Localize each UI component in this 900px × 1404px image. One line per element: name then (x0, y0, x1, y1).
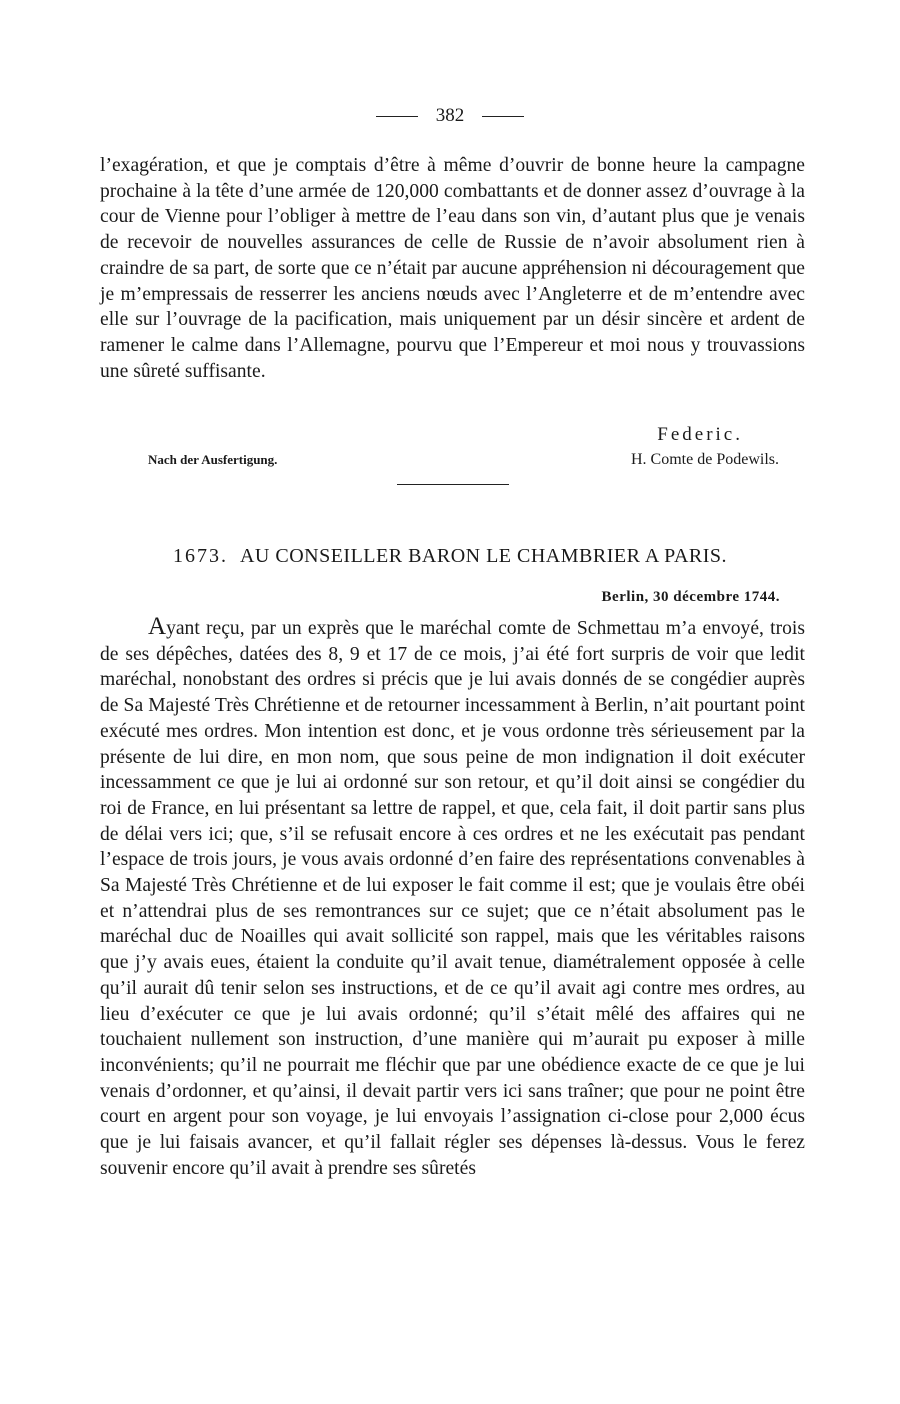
drop-cap: A (148, 613, 167, 640)
letter-body (100, 614, 805, 1181)
signer-first: Federic. (657, 424, 743, 445)
continuation-text: l’exagération, et que je comptais d’être à même d’ouvrir de bonne heure la campagne prochaine à la tête d’une armée de 120,000 combattants et de donner assez d’ouvrage à la cour de Vienne pour l’obliger à mettre de l’eau dans son vin, d’autant plus que je venais de recevoir de nouvelles assurances de celle de Russie de n’avoir absolument rien à craindre de sa part, de sorte que ce n’était par aucune appréhension ni découragement que je m’empressais de resserrer les anciens nœuds avec l’Angleterre et de m’entendre avec elle sur l’ouvrage de la pacification, mais uniquement par un désir sincère et ardent de ramener le calme dans l’Allemagne, pourvu que l’Empereur et moi nous y trouvassions une sûreté suffisante. (100, 155, 805, 382)
signature-block (100, 424, 805, 474)
header-dash-left (376, 116, 418, 117)
continuation-paragraph (100, 153, 805, 384)
source-note: Nach der Ausfertigung. (148, 452, 278, 467)
page-number: 382 (435, 105, 465, 126)
letter-heading (0, 545, 900, 568)
signer-second: H. Comte de Podewils. (631, 451, 779, 468)
letter-dateline: Berlin, 30 décembre 1744. (601, 589, 780, 605)
header-dash-right (482, 116, 524, 117)
page-header (0, 104, 900, 128)
letter-title: AU CONSEILLER BARON LE CHAMBRIER A PARIS. (239, 545, 728, 567)
letter-paragraph (100, 614, 805, 1181)
section-separator (397, 484, 509, 485)
letter-body-text: yant reçu, par un exprès que le maréchal comte de Schmettau m’a envoyé, trois de ses dépêches, datées des 8, 9 et 17 de ce mois, j’ai été fort surpris de voir que ledit maréchal, nonobstant des ordres si précis que je lui avais donnés de se congédier auprès de Sa Majesté Très Chrétienne et de retourner incessamment à Berlin, n’ait pourtant point exécuté mes ordres. Mon intention est donc, et je vous ordonne très sérieusement par la présente de lui dire, en mon nom, que sous peine de mon indignation il doit exécuter incessamment ce que je lui ai ordonné sur son retour, et qu’il doit ainsi se congédier du roi de France, en lui présentant sa lettre de rappel, et que, cela fait, il doit partir sans plus de délai vers ici; que, s’il se refusait encore à ces ordres et ne les exécutait pas pendant l’espace de trois jours, je vous avais ordonné d’en faire des représentations convenables à Sa Majesté Très Chrétienne et de lui exposer le fait comme il est; que je voulais être obéi et n’attendrai plus de ses remontrances sur ce sujet; que ce n’était absolument pas le maréchal duc de Noailles qui avait sollicité son rappel, mais que les véritables raisons que j’y avais eues, étaient la conduite qu’il avait tenue, diamétralement opposée à celle qu’il aurait dû tenir selon ses instructions, et de ce qu’il avait agi contre mes ordres, au lieu d’exécuter ce que je lui avais ordonné; qu’il s’était mêlé des affaires qui ne touchaient nullement son instruction, d’une manière qui m’aurait pu exposer à mille inconvénients; qu’il ne pourrait me fléchir que par une obédience exacte de ce que je lui venais d’ordonner, et qu’ainsi, il devait partir vers ici sans traîner; que pour ne point être court en argent pour son voyage, je lui envoyais l’assignation ci-close pour 2,000 écus que je lui faisais avancer, et qu’il fallait régler ses dépenses là-dessus. Vous le ferez souvenir encore qu’il avait à prendre ses sûretés (100, 618, 805, 1179)
letter-number: 1673. (172, 545, 228, 567)
